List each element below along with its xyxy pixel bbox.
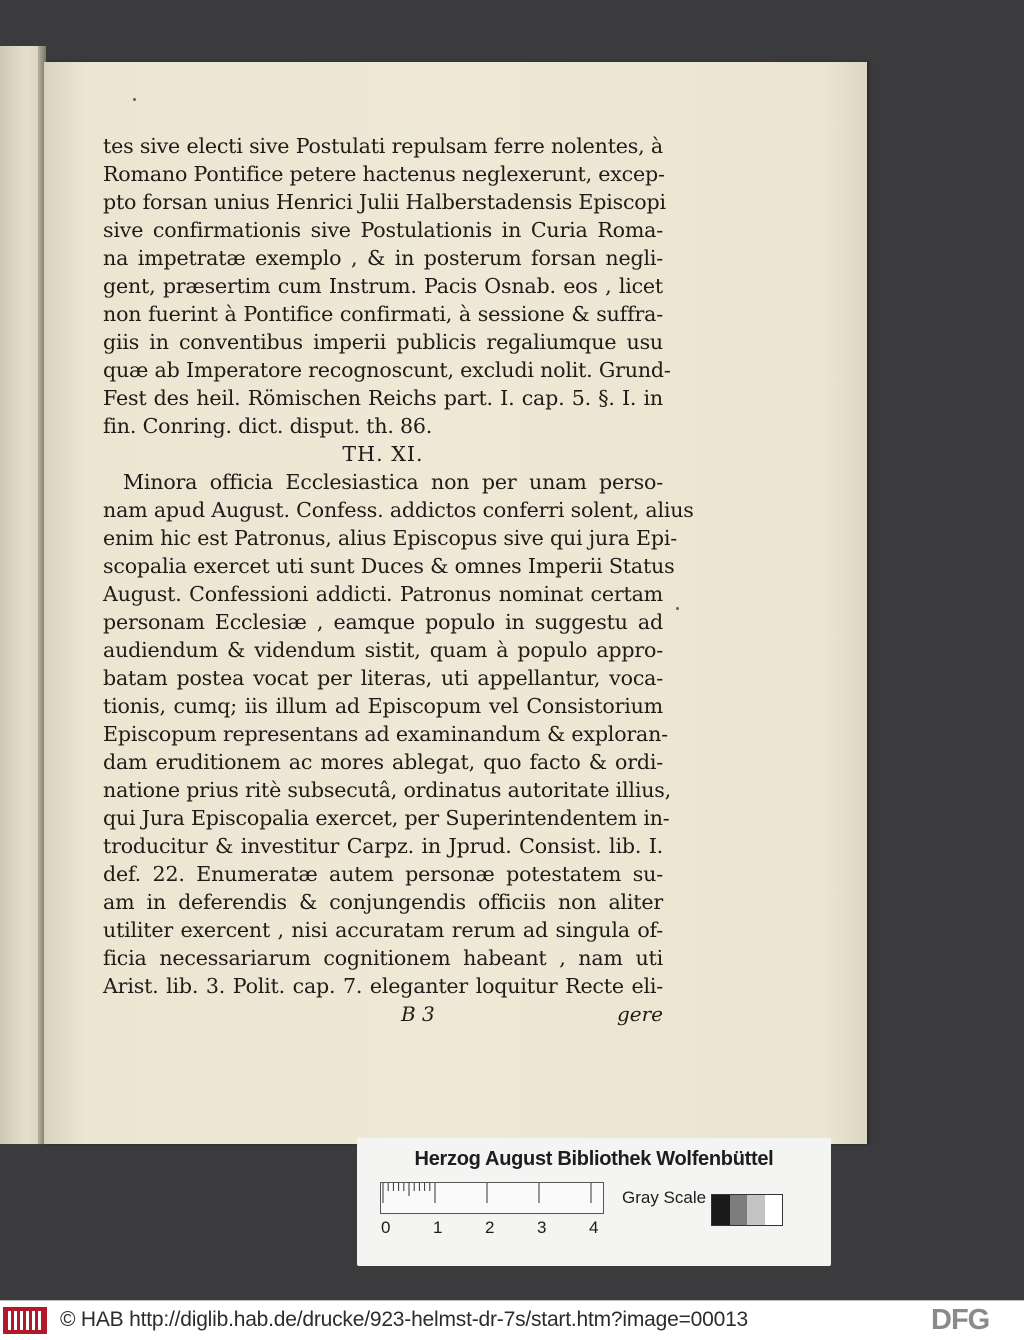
- ink-speck: [676, 607, 679, 610]
- ruler-scale: [380, 1182, 604, 1214]
- ruler-number: 3: [537, 1218, 547, 1237]
- text-line: troducitur & investitur Carpz. in Jprud. Consist. lib. I.: [103, 834, 663, 858]
- text-line: enim hic est Patronus, alius Episcopus sive qui jura Epi-: [103, 526, 678, 550]
- text-line: scopalia exercet uti sunt Duces & omnes Imperii Status: [103, 554, 675, 578]
- text-line: quæ ab Imperatore recognoscunt, excludi nolit. Grund-: [103, 358, 671, 382]
- text-line: na impetratæ exemplo , & in posterum forsan negli-: [103, 246, 663, 270]
- ruler-number: 2: [485, 1218, 495, 1237]
- gray-swatch: [747, 1195, 765, 1225]
- ruler-number: 4: [589, 1218, 599, 1237]
- text-line: personam Ecclesiæ , eamque populo in suggestu ad: [103, 610, 663, 634]
- text-line: natione prius ritè subsecutâ, ordinatus autoritate illius,: [103, 778, 671, 802]
- text-line: audiendum & videndum sistit, quam à populo appro-: [103, 638, 663, 662]
- text-line: ficia necessariarum cognitionem habeant , nam uti: [103, 946, 663, 970]
- text-line: Episcopum representans ad examinandum & exploran-: [103, 722, 668, 746]
- text-line: sive confirmationis sive Postulationis in Curia Roma-: [103, 218, 663, 242]
- hab-logo-icon[interactable]: [3, 1307, 47, 1334]
- catchword: gere: [616, 1002, 663, 1026]
- gray-scale-swatches: [711, 1194, 783, 1226]
- ink-speck: [133, 98, 136, 101]
- text-line: gent, præsertim cum Instrum. Pacis Osnab. eos , licet: [103, 274, 663, 298]
- gray-swatch: [730, 1195, 748, 1225]
- text-line: am in deferendis & conjungendis officiis non aliter: [103, 890, 663, 914]
- gray-scale-label: Gray Scale: [622, 1188, 707, 1207]
- viewer-footer: [0, 1300, 1024, 1340]
- text-line: pto forsan unius Henrici Julii Halberstadensis Episcopi: [103, 190, 666, 214]
- text-line: giis in conventibus imperii publicis regaliumque usu: [103, 330, 663, 354]
- text-line: August. Confessioni addicti. Patronus nominat certam: [103, 582, 663, 606]
- ruler-number: 0: [381, 1218, 391, 1237]
- text-line: tes sive electi sive Postulati repulsam ferre nolentes, à: [103, 134, 663, 158]
- section-heading: TH. XI.: [342, 442, 424, 466]
- text-line: tionis, cumq; iis illum ad Episcopum vel Consistorium: [103, 694, 663, 718]
- text-line: Fest des heil. Römischen Reichs part. I. cap. 5. §. I. in: [103, 386, 663, 410]
- dfg-logo[interactable]: DFG: [931, 1304, 990, 1336]
- text-line: non fuerint à Pontifice confirmati, à sessione & suffra-: [103, 302, 663, 326]
- ruler-number: 1: [433, 1218, 443, 1237]
- text-line: Romano Pontifice petere hactenus neglexerunt, excep-: [103, 162, 665, 186]
- page-foot: [103, 1000, 663, 1028]
- text-line: utiliter exercent , nisi accuratam rerum ad singula of-: [103, 918, 663, 942]
- text-line: fin. Conring. dict. disput. th. 86.: [103, 414, 433, 438]
- ruler-numbers: [377, 1218, 617, 1240]
- text-line: Arist. lib. 3. Polit. cap. 7. eleganter loquitur Recte eli-: [103, 974, 663, 998]
- text-line: batam postea vocat per literas, uti appellantur, voca-: [103, 666, 663, 690]
- signature-mark: B 3: [401, 1002, 435, 1026]
- copyright-link[interactable]: © HAB http://diglib.hab.de/drucke/923-helmst-dr-7s/start.htm?image=00013: [60, 1308, 749, 1331]
- library-name: Herzog August Bibliothek Wolfenbüttel: [414, 1148, 774, 1170]
- text-line: nam apud August. Confess. addictos conferri solent, alius: [103, 498, 694, 522]
- gray-swatch: [765, 1195, 783, 1225]
- text-line: dam eruditionem ac mores ablegat, quo facto & ordi-: [103, 750, 663, 774]
- page-text: [103, 132, 694, 1028]
- text-line: qui Jura Episcopalia exercet, per Superintendentem in-: [103, 806, 670, 830]
- gray-swatch: [712, 1195, 730, 1225]
- text-line: Minora officia Ecclesiastica non per unam perso-: [123, 470, 663, 494]
- library-color-card: [357, 1138, 831, 1266]
- text-line: def. 22. Enumeratæ autem personæ potestatem su-: [103, 862, 663, 886]
